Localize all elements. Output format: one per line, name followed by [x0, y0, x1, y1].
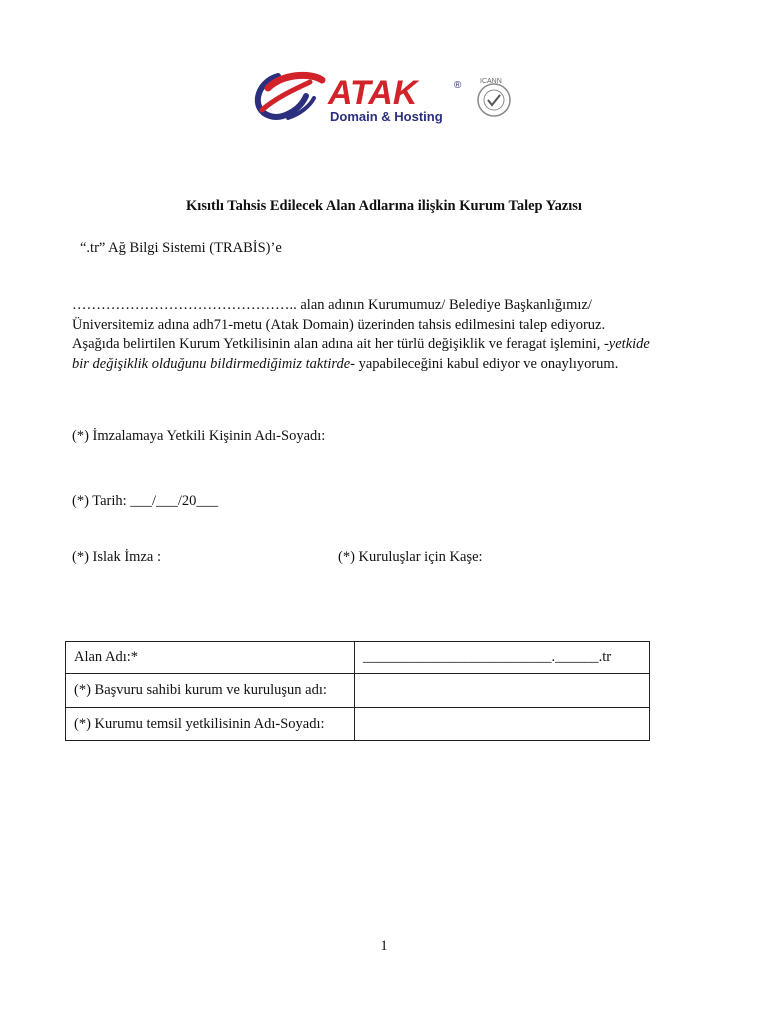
table-row [66, 674, 650, 708]
table-row [66, 642, 650, 674]
institution-name-field [355, 674, 650, 708]
paragraph-line: Aşağıda belirtilen Kurum Yetkilisinin alan adına ait her türlü değişiklik ve feragat işlemini, -yetkide [72, 336, 650, 352]
brand-text: ATAK [328, 74, 418, 112]
table-row [66, 708, 650, 741]
addressee: “.tr” Ağ Bilgi Sistemi (TRABİS)’e [80, 240, 282, 256]
representative-name-field [355, 708, 650, 741]
table-cell-label: (*) Başvuru sahibi kurum ve kuruluşun adı: [66, 674, 355, 708]
registered-mark: ® [454, 80, 462, 91]
atak-logo [248, 66, 520, 132]
icann-seal-icon [478, 78, 510, 116]
application-table [65, 641, 650, 741]
date-label: (*) Tarih: ___/___/20___ [72, 493, 219, 509]
svg-text:ICANN: ICANN [480, 78, 502, 85]
paragraph-line: bir değişiklik olduğunu bildirmediğimiz taktirde- yapabileceğini kabul ediyor ve onaylıyorum. [72, 355, 619, 372]
atak-logo-graphic [248, 66, 520, 132]
brand-subtitle: Domain & Hosting [330, 109, 443, 124]
paragraph-line: Üniversitemiz adına adh71-metu (Atak Domain) üzerinden tahsis edilmesini talep ediyoruz. [72, 316, 606, 333]
request-paragraph [72, 296, 712, 374]
domain-name-field: __________________________.______.tr [355, 642, 650, 674]
table-cell-label: (*) Kurumu temsil yetkilisinin Adı-Soyadı: [66, 708, 355, 741]
document-title: Kısıtlı Tahsis Edilecek Alan Adlarına ilişkin Kurum Talep Yazısı [186, 198, 582, 214]
page-number: 1 [380, 938, 388, 954]
signer-name-label: (*) İmzalamaya Yetkili Kişinin Adı-Soyadı: [72, 428, 326, 444]
stamp-label: (*) Kuruluşlar için Kaşe: [338, 549, 483, 565]
paragraph-line: ……………………………………….. alan adının Kurumumuz/ Belediye Başkanlığımız/ [72, 297, 592, 313]
wet-signature-label: (*) Islak İmza : [72, 549, 161, 565]
table-cell-label: Alan Adı:* [66, 642, 355, 674]
